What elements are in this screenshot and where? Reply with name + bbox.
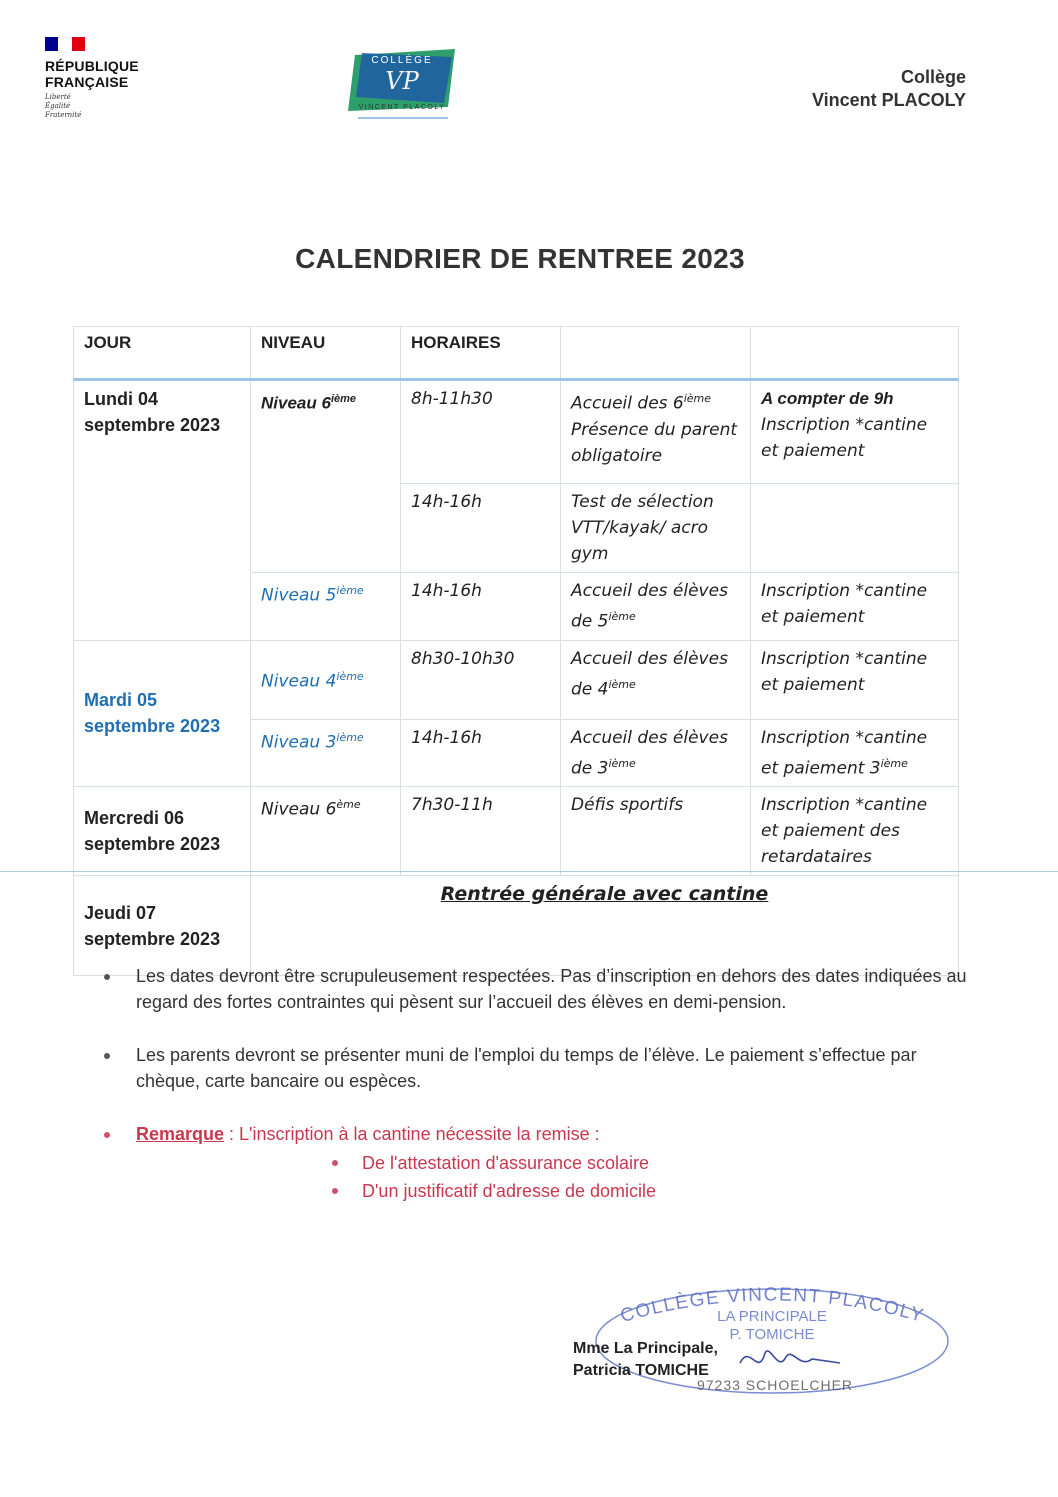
activite-cell xyxy=(561,380,751,484)
signature-scribble xyxy=(740,1351,840,1363)
remarque-item xyxy=(100,1121,970,1205)
bullet-icon xyxy=(332,1160,338,1166)
republique-francaise-name xyxy=(45,58,139,90)
note-bold: A compter de 9h xyxy=(761,389,894,408)
activite-sup: ième xyxy=(608,610,636,623)
note-item xyxy=(100,963,970,1015)
republic-line-2: FRANÇAISE xyxy=(45,74,129,90)
calendar-table xyxy=(73,326,959,976)
horaire-cell: 8h30-10h30 xyxy=(401,640,561,719)
niveau-sup: ième xyxy=(336,584,364,597)
activite-cell xyxy=(561,719,751,787)
note-cell: Inscription *cantine et paiement xyxy=(751,573,959,641)
niveau-prefix: Niveau xyxy=(261,799,326,820)
college-line-1: Collège xyxy=(900,67,966,87)
sub-item xyxy=(328,1177,970,1205)
activite-sup: ième xyxy=(683,392,712,405)
bullet-icon xyxy=(104,1132,110,1138)
day-jeudi: Jeudi 07 septembre 2023 xyxy=(74,876,251,976)
motto-fraternite: Fraternité xyxy=(45,111,82,119)
republic-motto xyxy=(45,93,81,120)
activite-sup: ième xyxy=(608,756,636,770)
niveau-number: 3 xyxy=(325,732,337,753)
activite-text-2: Présence du parent obligatoire xyxy=(571,419,738,466)
note-cell-empty xyxy=(751,484,959,573)
republique-francaise-flag xyxy=(45,37,85,51)
signature-title: Mme La Principale, xyxy=(573,1340,718,1357)
page-title: CALENDRIER DE RENTREE 2023 xyxy=(295,243,745,274)
bullet-icon xyxy=(332,1188,338,1194)
note-cell: Inscription *cantine et paiement xyxy=(751,640,959,719)
logo-text-bottom: VINCENT PLACOLY xyxy=(358,104,446,111)
motto-egalite: Égalité xyxy=(45,102,71,110)
niveau-sup: ième xyxy=(336,670,364,684)
college-name xyxy=(812,66,966,112)
bullet-icon xyxy=(104,974,110,980)
note-sup: ième xyxy=(880,756,908,770)
niveau-cell xyxy=(251,787,401,876)
horaire-cell: 14h-16h xyxy=(401,484,561,573)
note-item xyxy=(100,1042,970,1094)
niveau-sup: ième xyxy=(330,393,357,405)
scan-line xyxy=(0,871,1058,872)
sub-text: De l'attestation d'assurance scolaire xyxy=(362,1153,650,1173)
note-cell xyxy=(751,380,959,484)
remarque-label: Remarque xyxy=(136,1124,225,1144)
college-logo xyxy=(340,45,465,125)
activite-text: Accueil des élèves de 4 xyxy=(571,648,728,700)
logo-text-top: COLLÈGE xyxy=(371,55,433,66)
niveau-prefix: Niveau xyxy=(261,671,326,692)
header-niveau: NIVEAU xyxy=(251,327,401,380)
stamp-top-text: COLLÈGE VINCENT PLACOLY xyxy=(618,1284,927,1328)
signature-name: Patricia TOMICHE xyxy=(573,1362,709,1379)
activite-text: Accueil des élèves de 3 xyxy=(571,727,728,779)
day-mardi: Mardi 05 septembre 2023 xyxy=(74,640,251,787)
activite-cell: Défis sportifs xyxy=(561,787,751,876)
note-text: Les dates devront être scrupuleusement respectées. Pas d’inscription en dehors des dates indiquées au regard des fortes contraintes qui pèsent sur l’accueil des élèves en demi-pension. xyxy=(136,966,967,1012)
signature-block xyxy=(573,1338,718,1382)
note-text: Inscription *cantine et paiement xyxy=(761,415,928,461)
header-note xyxy=(751,327,959,380)
activite-sup: ième xyxy=(608,677,636,691)
niveau-sup: ième xyxy=(336,730,364,744)
remarque-text: : L'inscription à la cantine nécessite la remise : xyxy=(224,1124,600,1144)
horaire-cell: 8h-11h30 xyxy=(401,380,561,484)
republic-line-1: RÉPUBLIQUE xyxy=(45,58,139,74)
niveau-cell xyxy=(251,573,401,641)
note-text: Inscription *cantine et paiement 3 xyxy=(761,727,928,779)
stamp-line-2: P. TOMICHE xyxy=(729,1326,815,1343)
table-row xyxy=(74,640,959,719)
activite-cell xyxy=(561,573,751,641)
table-header-row xyxy=(74,327,959,380)
niveau-number: 6 xyxy=(321,393,331,413)
table-row xyxy=(74,380,959,484)
niveau-prefix: Niveau xyxy=(261,732,326,753)
activite-text: Accueil des 6 xyxy=(571,393,684,414)
niveau-number: 4 xyxy=(325,671,337,692)
remarque-sublist xyxy=(136,1149,970,1205)
niveau-cell xyxy=(251,719,401,787)
niveau-number: 5 xyxy=(325,585,337,606)
header-activite xyxy=(561,327,751,380)
niveau-sup: ème xyxy=(336,798,361,812)
notes-section xyxy=(100,963,970,1232)
college-line-2: Vincent PLACOLY xyxy=(811,90,966,110)
motto-liberte: Liberté xyxy=(45,93,71,101)
sub-text: D'un justificatif d'adresse de domicile xyxy=(362,1181,657,1201)
bullet-icon xyxy=(104,1053,110,1059)
logo-monogram: VP xyxy=(385,67,419,95)
header-jour: JOUR xyxy=(74,327,251,380)
activite-text: Accueil des élèves de 5 xyxy=(571,581,728,632)
horaire-cell: 14h-16h xyxy=(401,719,561,787)
note-text: Les parents devront se présenter muni de l'emploi du temps de l’élève. Le paiement s’effectue par chèque, carte bancaire ou espèces. xyxy=(136,1045,917,1091)
note-cell: Inscription *cantine et paiement des retardataires xyxy=(751,787,959,876)
niveau-number: 6 xyxy=(325,799,337,820)
table-row xyxy=(74,787,959,876)
table-row xyxy=(74,876,959,976)
day-mercredi: Mercredi 06 septembre 2023 xyxy=(74,787,251,876)
niveau-cell xyxy=(251,640,401,719)
header-horaires: HORAIRES xyxy=(401,327,561,380)
stamp-line-1: LA PRINCIPALE xyxy=(717,1308,827,1325)
stamp-bottom-text: 97233 SCHOELCHER xyxy=(696,1377,854,1393)
horaire-cell: 14h-16h xyxy=(401,573,561,641)
note-cell xyxy=(751,719,959,787)
horaire-cell: 7h30-11h xyxy=(401,787,561,876)
niveau-prefix: Niveau xyxy=(261,393,322,413)
day-lundi: Lundi 04 septembre 2023 xyxy=(74,380,251,641)
sub-item xyxy=(328,1149,970,1177)
niveau-prefix: Niveau xyxy=(261,585,326,606)
niveau-cell xyxy=(251,380,401,573)
activite-cell xyxy=(561,640,751,719)
rentree-generale-cell: Rentrée générale avec cantine xyxy=(251,876,959,976)
activite-cell: Test de sélection VTT/kayak/ acro gym xyxy=(561,484,751,573)
